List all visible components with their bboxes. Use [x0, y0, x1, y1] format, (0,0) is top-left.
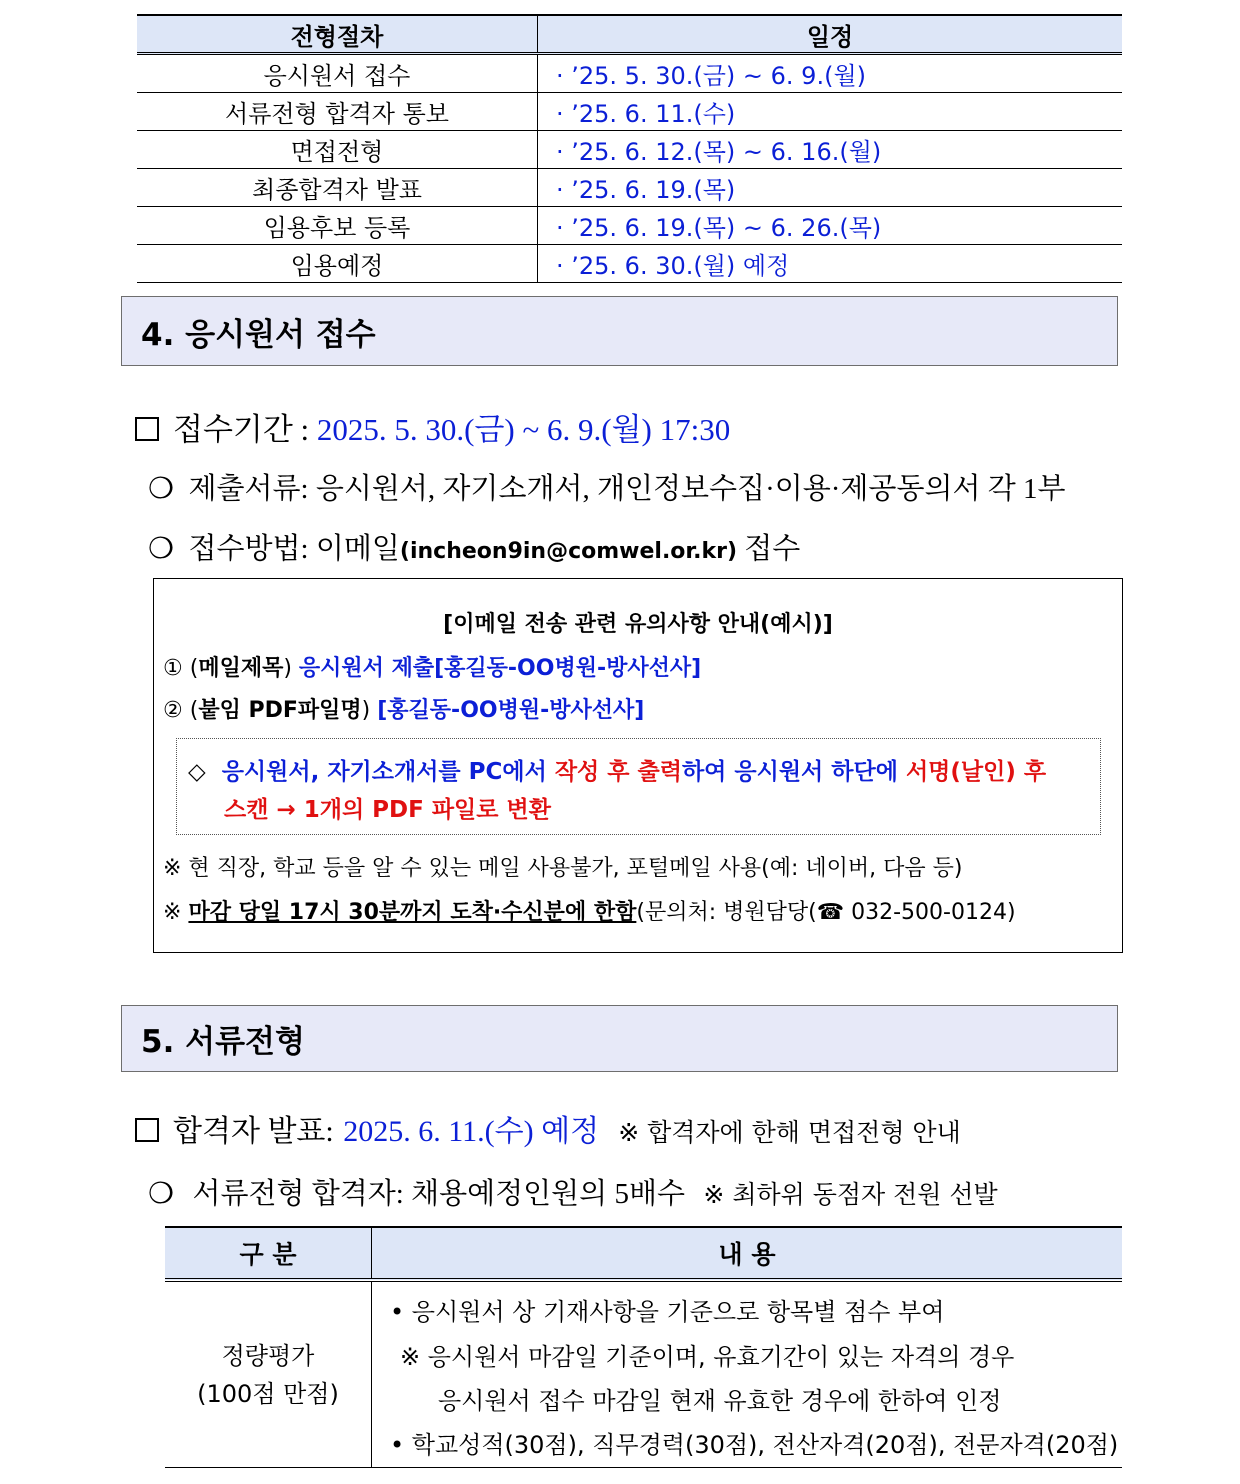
evaluation-line-2: ※ 응시원서 마감일 기준이며, 유효기간이 있는 자격의 경우	[400, 1343, 1015, 1371]
notice-item-1-label: 메일제목	[198, 656, 284, 681]
pass-line	[148, 1171, 998, 1212]
section5-title: 5. 서류전형	[141, 1024, 305, 1060]
notice-item-1-suffix: )	[283, 656, 292, 681]
notice-item-1-prefix: ① (	[163, 656, 199, 681]
schedule-row	[137, 131, 1122, 169]
section4-header	[121, 296, 1118, 366]
circle-bullet-icon: ❍	[148, 1178, 174, 1210]
evaluation-category	[165, 1280, 372, 1468]
evaluation-header-content: 내 용	[372, 1227, 1123, 1280]
notice-note-2	[163, 895, 1016, 926]
schedule-row	[137, 207, 1122, 245]
notice-title: [이메일 전송 관련 유의사항 안내(예시)]	[443, 612, 833, 637]
method-line	[148, 526, 800, 567]
schedule-table	[137, 14, 1122, 283]
period-label: 접수기간 :	[173, 412, 310, 447]
schedule-date: · ’25. 6. 30.(월) 예정	[538, 245, 1123, 283]
circle-bullet-icon: ❍	[148, 533, 174, 565]
schedule-header-step: 전형절차	[137, 15, 538, 54]
phone-number: 032-500-0124)	[851, 900, 1016, 925]
schedule-row	[137, 245, 1122, 283]
pdf-instruction-d: 서명(날인) 후	[905, 759, 1047, 785]
pdf-instruction-b: 작성 후 출력	[554, 759, 682, 785]
period-line	[135, 404, 730, 449]
pass-note: ※ 최하위 동점자 전원 선발	[703, 1180, 998, 1209]
phone-icon: ☎	[816, 900, 845, 925]
docs-text: 제출서류: 응시원서, 자기소개서, 개인정보수집·이용·제공동의서 각 1부	[188, 473, 1066, 505]
schedule-header-date: 일정	[538, 15, 1123, 54]
schedule-row	[137, 93, 1122, 131]
notice-note-1: ※ 현 직장, 학교 등을 알 수 있는 메일 사용불가, 포털메일 사용(예: 네이버, 다음 등)	[163, 856, 963, 881]
schedule-row	[137, 54, 1122, 93]
evaluation-row	[165, 1280, 1122, 1468]
schedule-step: 서류전형 합격자 통보	[137, 93, 538, 131]
circle-bullet-icon: ❍	[148, 473, 174, 505]
docs-line	[148, 466, 1066, 507]
announce-value: 2025. 6. 11.(수) 예정	[343, 1115, 600, 1148]
pdf-instruction-line-1	[188, 753, 1046, 786]
note-2-deadline: 마감 당일 17시 30분까지 도착·수신분에 한함	[188, 900, 637, 925]
schedule-step: 최종합격자 발표	[137, 169, 538, 207]
method-email: (incheon9in@comwel.or.kr)	[399, 539, 738, 564]
evaluation-category-line-1: 정량평가	[221, 1341, 315, 1370]
schedule-row	[137, 169, 1122, 207]
evaluation-line-3: 응시원서 접수 마감일 현재 유효한 경우에 한하여 인정	[438, 1387, 1002, 1415]
notice-item-1	[163, 651, 701, 682]
pdf-instruction-e: 스캔 → 1개의 PDF 파일로 변환	[224, 797, 551, 823]
pdf-instruction-a: 응시원서, 자기소개서를 PC에서	[221, 759, 555, 785]
notice-item-2-suffix: )	[361, 698, 371, 723]
evaluation-category-line-2: (100점 만점)	[197, 1379, 339, 1408]
schedule-date: · ’25. 6. 19.(목)	[538, 169, 1123, 207]
evaluation-table	[165, 1226, 1122, 1468]
schedule-date: · ’25. 6. 12.(목) ~ 6. 16.(월)	[538, 131, 1123, 169]
evaluation-header-category: 구 분	[165, 1227, 372, 1280]
announce-note: ※ 합격자에 한해 면접전형 안내	[618, 1118, 961, 1147]
schedule-step: 면접전형	[137, 131, 538, 169]
announce-line	[135, 1106, 961, 1150]
evaluation-content	[372, 1280, 1123, 1468]
schedule-date: · ’25. 6. 11.(수)	[538, 93, 1123, 131]
schedule-step: 임용후보 등록	[137, 207, 538, 245]
pass-text: 서류전형 합격자: 채용예정인원의 5배수	[192, 1178, 685, 1210]
schedule-date: · ’25. 6. 19.(목) ~ 6. 26.(목)	[538, 207, 1123, 245]
notice-item-1-value: 응시원서 제출[홍길동-OO병원-방사선사]	[298, 656, 702, 681]
note-2-contact: (문의처: 병원담당(	[636, 900, 817, 925]
pdf-instruction-c: 하여 응시원서 하단에	[681, 759, 906, 785]
evaluation-header-row	[165, 1227, 1122, 1280]
evaluation-line-1: • 응시원서 상 기재사항을 기준으로 항목별 점수 부여	[390, 1298, 945, 1326]
section5-header	[121, 1005, 1118, 1072]
note-2-mark: ※	[163, 900, 182, 925]
notice-item-2	[163, 693, 644, 724]
section4-title: 4. 응시원서 접수	[141, 316, 376, 353]
checkbox-square-icon	[135, 417, 159, 441]
method-label: 접수방법: 이메일	[188, 533, 400, 565]
checkbox-square-icon	[135, 1118, 159, 1142]
diamond-icon: ◇	[188, 759, 206, 785]
schedule-step: 응시원서 접수	[137, 54, 538, 93]
schedule-date: · ’25. 5. 30.(금) ~ 6. 9.(월)	[538, 54, 1123, 93]
notice-item-2-label: 붙임 PDF파일명	[198, 698, 362, 723]
evaluation-line-4: • 학교성적(30점), 직무경력(30점), 전산자격(20점), 전문자격(20점)	[390, 1431, 1119, 1459]
notice-item-2-prefix: ② (	[163, 698, 199, 723]
schedule-header-row	[137, 15, 1122, 54]
notice-item-2-value: [홍길동-OO병원-방사선사]	[377, 698, 645, 723]
pdf-instruction-line-2	[224, 791, 551, 824]
announce-label: 합격자 발표:	[173, 1115, 334, 1148]
period-value: 2025. 5. 30.(금) ~ 6. 9.(월) 17:30	[316, 412, 731, 447]
schedule-step: 임용예정	[137, 245, 538, 283]
method-tail: 접수	[744, 533, 801, 565]
